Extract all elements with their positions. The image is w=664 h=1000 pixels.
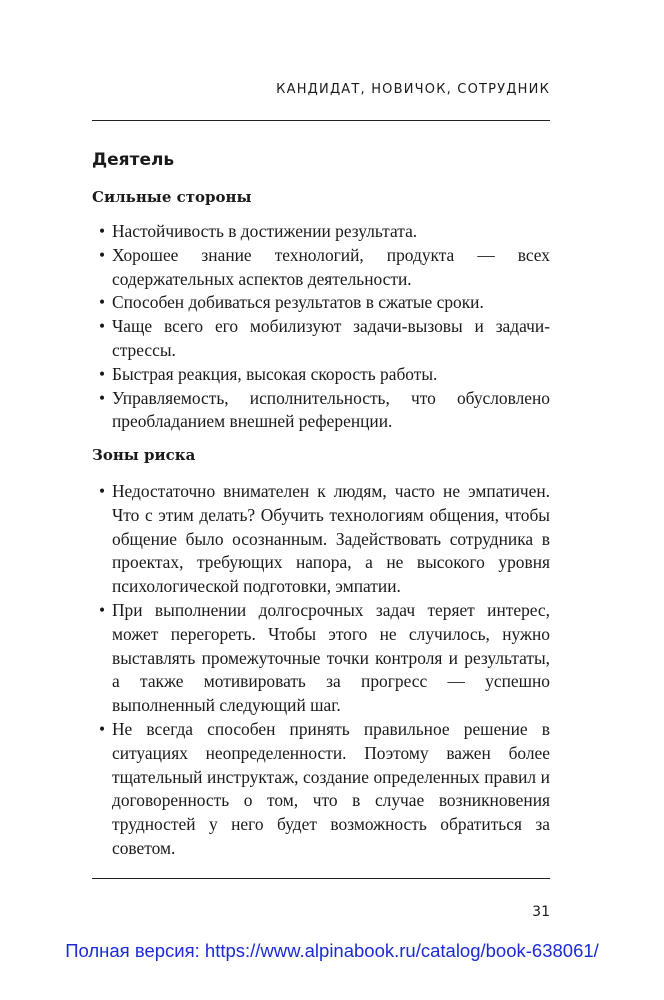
strengths-list	[92, 220, 550, 434]
list-item: • Чаще всего его мобилизуют задачи-вызовы и задачи-стрессы.	[99, 316, 550, 360]
section-title: Деятель	[92, 150, 175, 170]
risks-list	[92, 480, 550, 861]
bullet-icon: •	[99, 718, 106, 739]
page-number: 31	[532, 904, 550, 920]
footer-divider	[92, 878, 550, 879]
strengths-heading: Сильные стороны	[92, 188, 252, 206]
bullet-icon: •	[99, 292, 106, 313]
list-item: • Быстрая реакция, высокая скорость работы.	[92, 363, 550, 387]
full-version-link[interactable]: Полная версия: https://www.alpinabook.ru/catalog/book-638061/	[65, 940, 599, 961]
bullet-icon: •	[99, 387, 106, 408]
bullet-icon: •	[99, 363, 106, 384]
list-item: • Недостаточно внимателен к людям, часто не эмпатичен. Что с этим делать? Обучить технологиям общения, чтобы общение было осознанным. Задействовать сотрудника в проектах, требующих напора, а не высокого уровня психологической подготовки, эмпатии.	[99, 481, 550, 597]
running-header: КАНДИДАТ, НОВИЧОК, СОТРУДНИК	[276, 82, 550, 97]
list-item: • При выполнении долгосрочных задач теряет интерес, может перегореть. Чтобы этого не случилось, нужно выставлять промежуточные точки контроля и результаты, а также мотивировать за прогресс — успешно выполненный следующий шаг.	[99, 599, 550, 716]
header-divider	[92, 120, 550, 121]
list-item: • Настойчивость в достижении результата.	[92, 220, 550, 244]
bullet-icon: •	[99, 244, 106, 265]
list-item: • Способен добиваться результатов в сжатые сроки.	[92, 291, 550, 315]
list-item: • Хорошее знание технологий, продукта — всех содержательных аспектов деятельности.	[99, 244, 550, 289]
risks-heading: Зоны риска	[92, 446, 196, 464]
bullet-icon: •	[99, 481, 106, 501]
list-item: • Управляемость, исполнительность, что обусловлено преобладанием внешней референции.	[99, 387, 550, 432]
bullet-icon: •	[99, 599, 106, 620]
bullet-icon: •	[99, 316, 106, 337]
list-item: • Не всегда способен принять правильное решение в ситуациях неопределенности. Поэтому важен более тщательный инструктаж, создание определенных правил и договоренность о том, что в случае возникновения трудностей у него будет возможность обратиться за советом.	[99, 718, 550, 858]
bullet-icon: •	[99, 221, 106, 241]
